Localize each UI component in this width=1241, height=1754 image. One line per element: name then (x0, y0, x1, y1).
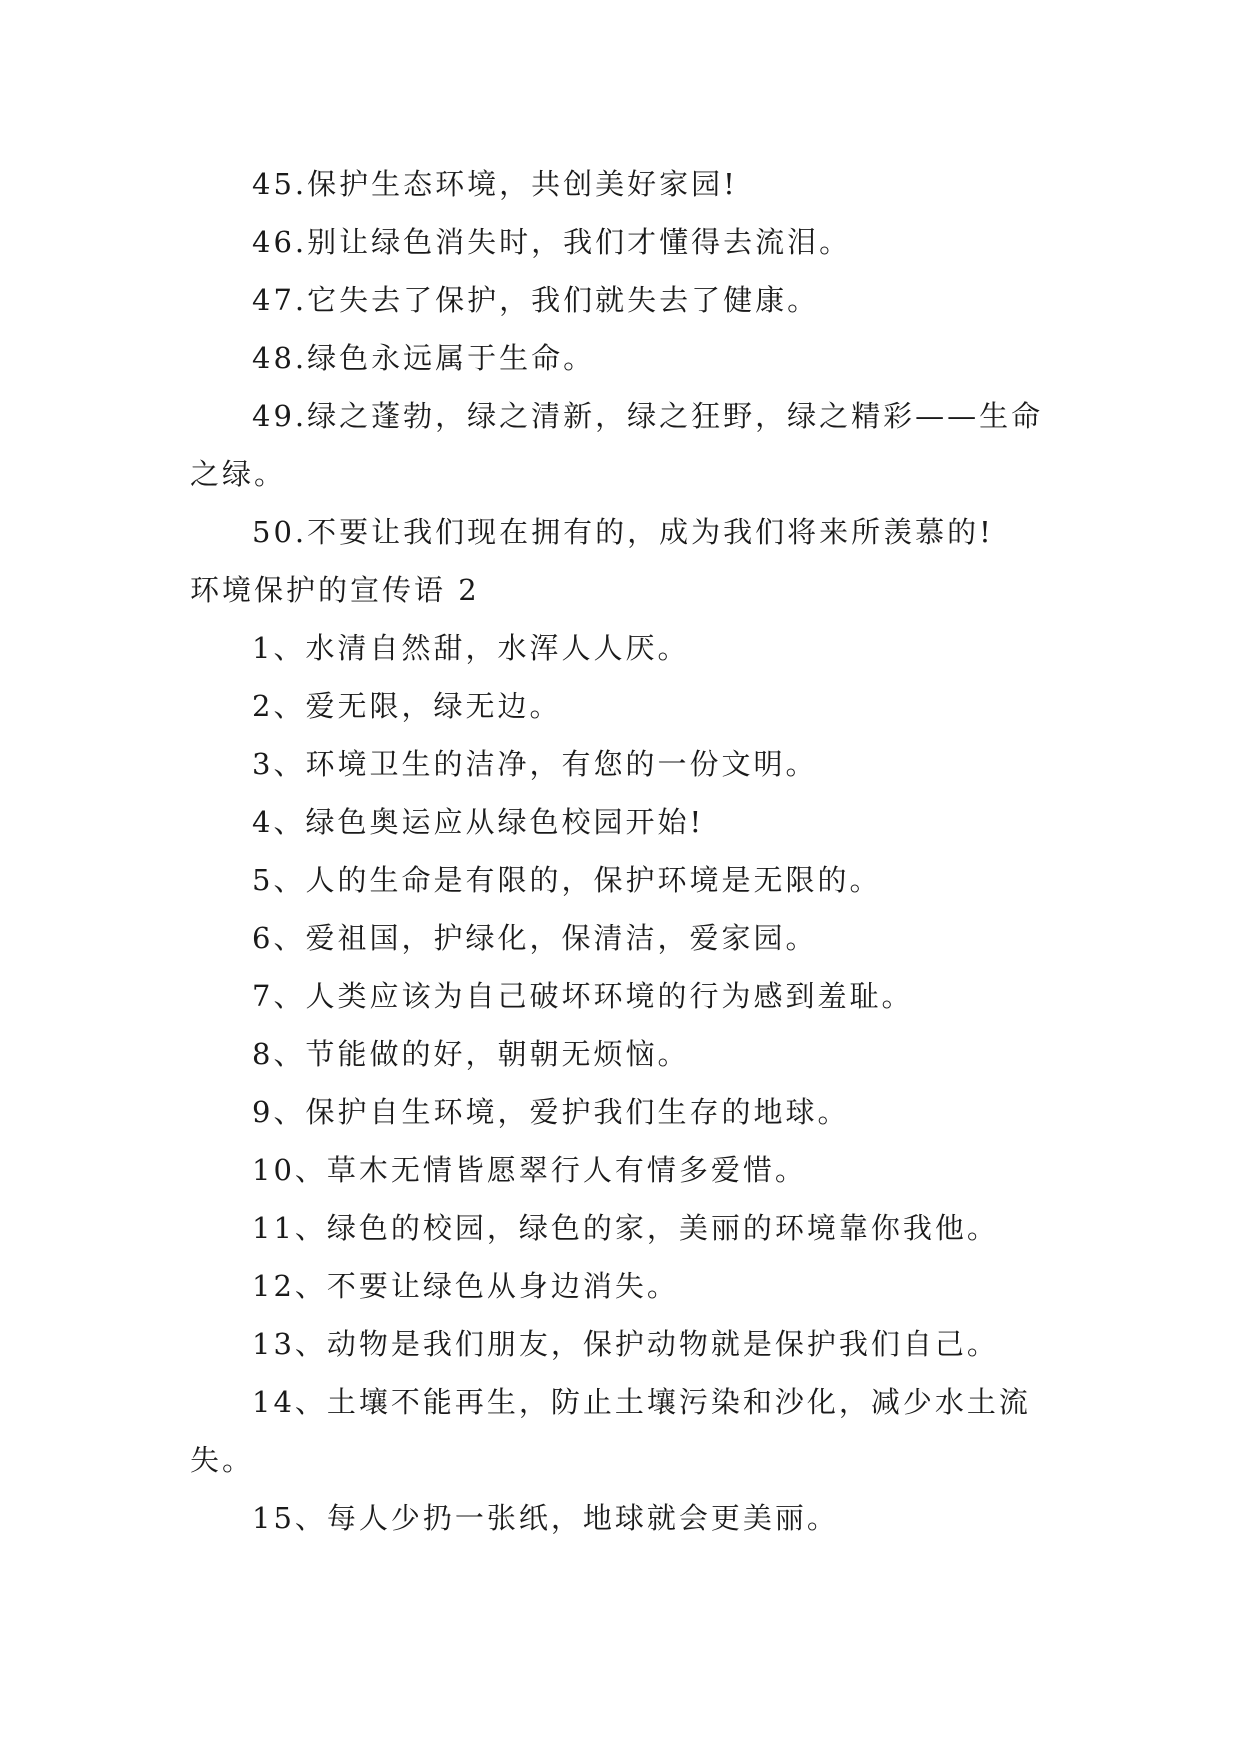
slogan-item: 8、节能做的好，朝朝无烦恼。 (252, 1037, 690, 1071)
slogan-item: 50.不要让我们现在拥有的，成为我们将来所羡慕的! (252, 515, 994, 549)
slogan-item: 13、动物是我们朋友，保护动物就是保护我们自己。 (252, 1327, 999, 1361)
slogan-item: 47.它失去了保护，我们就失去了健康。 (252, 283, 820, 317)
slogan-item: 46.别让绿色消失时，我们才懂得去流泪。 (252, 225, 852, 259)
slogan-item: 4、绿色奥运应从绿色校园开始! (252, 805, 705, 839)
slogan-item: 45.保护生态环境，共创美好家园! (252, 167, 738, 201)
slogan-item: 6、爱祖国，护绿化，保清洁，爱家园。 (252, 921, 818, 955)
slogan-item: 48.绿色永远属于生命。 (252, 341, 596, 375)
slogan-item: 3、环境卫生的洁净，有您的一份文明。 (252, 747, 818, 781)
slogan-item: 1、水清自然甜，水浑人人厌。 (252, 631, 690, 665)
slogan-item: 2、爱无限，绿无边。 (252, 689, 562, 723)
slogan-item: 15、每人少扔一张纸，地球就会更美丽。 (252, 1501, 839, 1535)
slogan-item: 7、人类应该为自己破坏环境的行为感到羞耻。 (252, 979, 914, 1013)
slogan-item: 12、不要让绿色从身边消失。 (252, 1269, 679, 1303)
document-body (190, 155, 1050, 1547)
slogan-item: 49.绿之蓬勃，绿之清新，绿之狂野，绿之精彩——生命之绿。 (190, 399, 1044, 491)
slogan-item: 11、绿色的校园，绿色的家，美丽的环境靠你我他。 (252, 1211, 999, 1245)
slogan-item: 5、人的生命是有限的，保护环境是无限的。 (252, 863, 882, 897)
slogan-item: 14、土壤不能再生，防止土壤污染和沙化，减少水土流失。 (190, 1385, 1031, 1477)
slogan-item: 9、保护自生环境，爱护我们生存的地球。 (252, 1095, 850, 1129)
section-heading: 环境保护的宣传语 2 (190, 573, 480, 607)
slogan-item: 10、草木无情皆愿翠行人有情多爱惜。 (252, 1153, 807, 1187)
